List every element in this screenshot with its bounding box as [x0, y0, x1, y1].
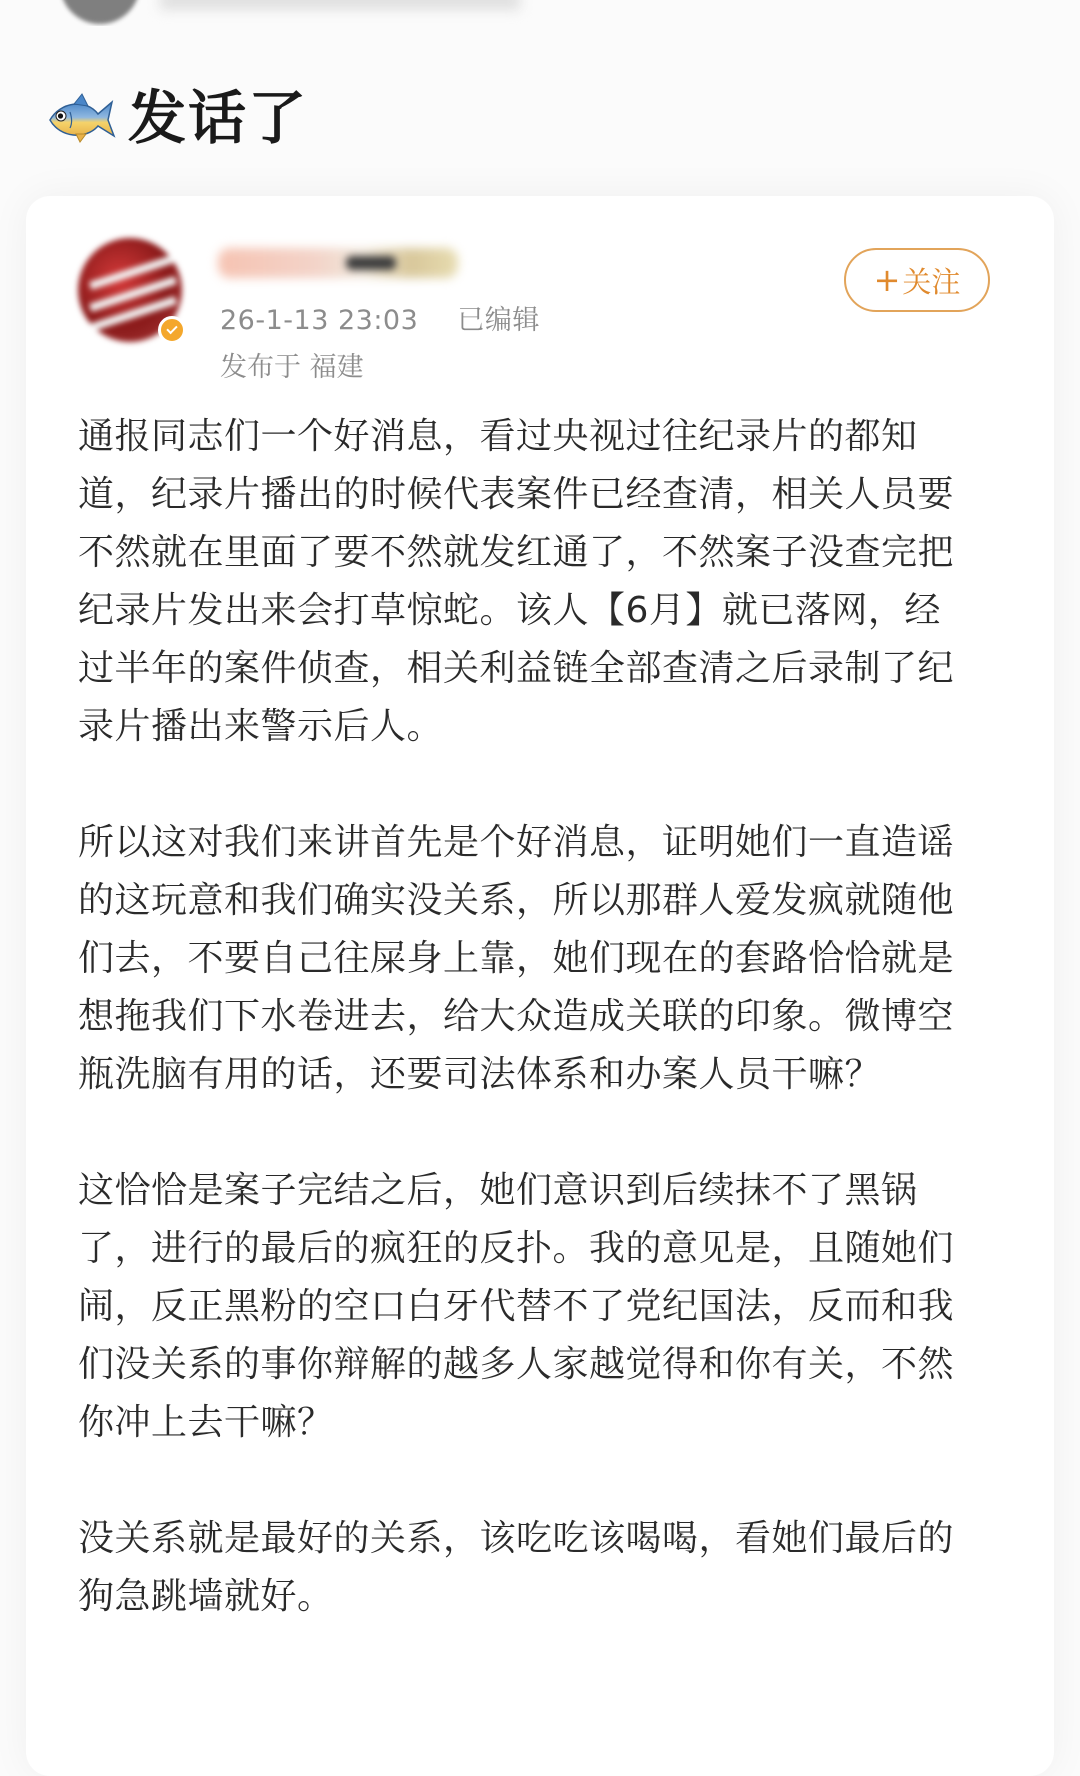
plus-icon: + [873, 261, 901, 299]
previous-post-strip [0, 0, 1080, 26]
blurred-text [160, 0, 520, 10]
author-name-redacted-detail [346, 256, 396, 270]
post-title [46, 78, 308, 158]
verified-badge-icon [158, 316, 186, 344]
follow-label: 关注 [902, 264, 961, 299]
post-paragraph: 没关系就是最好的关系，该吃吃该喝喝，看她们最后的狗急跳墙就好。 [78, 1518, 955, 1617]
post-body [78, 408, 968, 1626]
post-title-text: 发话了 [128, 84, 309, 152]
post-paragraph: 所以这对我们来讲首先是个好消息，证明她们一直造谣的这玩意和我们确实没关系，所以那群人爱发疯就随他们去，不要自己往屎身上靠，她们现在的套路恰恰就是想拖我们下水卷进去，给大众造成关联的印象。微博空瓶洗脑有用的话，还要司法体系和办案人员干嘛？ [78, 822, 955, 1095]
author-name-redacted[interactable] [218, 248, 458, 278]
blurred-avatar [60, 0, 140, 24]
post-paragraph: 这恰恰是案子完结之后，她们意识到后续抹不了黑锅了，进行的最后的疯狂的反扑。我的意见是，且随她们闹，反正黑粉的空口白牙代替不了党纪国法，反而和我们没关系的事你辩解的越多人家越觉得和你有关，不然你冲上去干嘛？ [78, 1170, 955, 1443]
edited-label[interactable]: 已编辑 [457, 305, 540, 336]
post-timestamp: 26-1-13 23:03 [220, 305, 419, 336]
post-paragraph: 通报同志们一个好消息，看过央视过往纪录片的都知道，纪录片播出的时候代表案件已经查清，相关人员要不然就在里面了要不然就发红通了，不然案子没查完把纪录片发出来会打草惊蛇。该人【6月】就已落网，经过半年的案件侦查，相关利益链全部查清之后录制了纪录片播出来警示后人。 [78, 416, 955, 747]
post-meta [220, 298, 540, 337]
post-location: 发布于 福建 [220, 352, 364, 383]
fish-icon [46, 90, 116, 146]
follow-button[interactable] [844, 248, 990, 312]
